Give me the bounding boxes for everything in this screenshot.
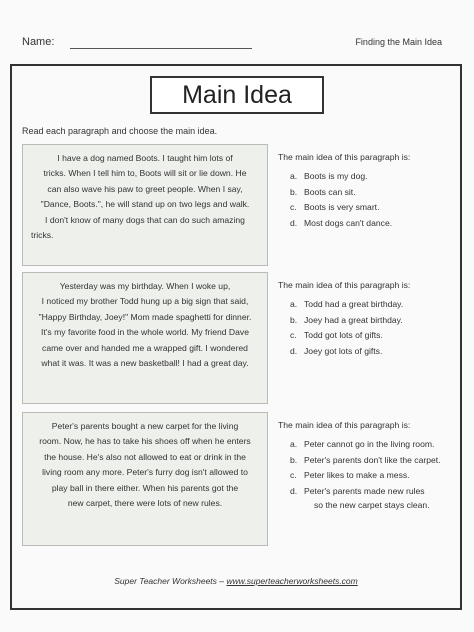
question-2 [278, 280, 458, 359]
passage-line: I noticed my brother Todd hung up a big sign that said, [41, 296, 249, 307]
passage-line: came over and handed me a wrapped gift. I wondered [42, 342, 248, 353]
passage-box-2 [22, 272, 268, 404]
passage-line: can also wave his paw to greet people. When I say, [47, 183, 243, 194]
passage-line: new carpet, there were lots of new rules. [67, 498, 223, 509]
choice-d[interactable]: d. Most dogs can't dance. [290, 217, 393, 228]
passage-line: the house. He's also not allowed to eat or drink in the [44, 451, 246, 462]
question-3 [278, 420, 458, 512]
worksheet-frame [10, 64, 462, 610]
passage-line: "Dance, Boots.", he will stand up on two legs and walk. [40, 199, 250, 210]
choice-b[interactable]: b. Boots can sit. [290, 186, 356, 197]
choice-a[interactable]: a. Peter cannot go in the living room. [290, 439, 435, 449]
passage-box-1 [22, 144, 268, 266]
passage-line: tricks. When I tell him to, Boots will sit or lie down. He [43, 168, 247, 179]
choice-b[interactable]: b. Peter's parents don't like the carpet. [290, 454, 441, 465]
choice-a[interactable]: a. Todd had a great birthday. [290, 299, 404, 309]
question-1 [278, 152, 458, 231]
question-prompt: The main idea of this paragraph is: [278, 280, 411, 290]
passage-line: play ball in there either. When his parents got the [51, 482, 239, 493]
footer-url-link[interactable]: www.superteacherworksheets.com [226, 576, 358, 586]
choice-c[interactable]: c. Boots is very smart. [290, 202, 380, 212]
worksheet-topic: Finding the Main Idea [355, 37, 442, 47]
name-label: Name: [22, 36, 55, 48]
passage-line: I don't know of many dogs that can do such amazing [45, 214, 245, 225]
passage-line: I have a dog named Boots. I taught him lots of [57, 153, 233, 163]
passage-line: room. Now, he has to take his shoes off when he enters [39, 436, 251, 447]
choice-d[interactable]: d. Joey got lots of gifts. [290, 345, 383, 356]
choice-a[interactable]: a. Boots is my dog. [290, 171, 368, 181]
footer [12, 576, 460, 586]
choice-d-continuation: so the new carpet stays clean. [314, 500, 430, 510]
passage-line: It's my favorite food in the whole world. My friend Dave [41, 327, 249, 338]
question-prompt: The main idea of this paragraph is: [278, 420, 411, 430]
footer-site-name: Super Teacher Worksheets [114, 576, 217, 586]
passage-line: living room any more. Peter's furry dog isn't allowed to [42, 467, 248, 478]
choice-b[interactable]: b. Joey had a great birthday. [290, 314, 403, 325]
passage-line: Yesterday was my birthday. When I woke up, [59, 281, 231, 291]
name-blank-line[interactable] [70, 48, 252, 49]
choice-c[interactable]: c. Todd got lots of gifts. [290, 330, 383, 340]
worksheet-header [22, 36, 442, 54]
passage-line: "Happy Birthday, Joey!" Mom made spaghetti for dinner. [38, 311, 252, 322]
title-box [150, 76, 324, 114]
page-title: Main Idea [182, 81, 292, 109]
passage-line: what it was. It was a new basketball! I had a great day. [41, 358, 249, 369]
footer-separator: – [219, 576, 225, 586]
question-prompt: The main idea of this paragraph is: [278, 152, 411, 162]
choice-d[interactable]: d. Peter's parents made new rules [290, 485, 425, 496]
passage-box-3 [22, 412, 268, 546]
passage-line: tricks. [31, 230, 54, 241]
choice-c[interactable]: c. Peter likes to make a mess. [290, 470, 410, 480]
instructions: Read each paragraph and choose the main idea. [22, 126, 218, 136]
passage-line: Peter's parents bought a new carpet for the living [51, 421, 239, 431]
